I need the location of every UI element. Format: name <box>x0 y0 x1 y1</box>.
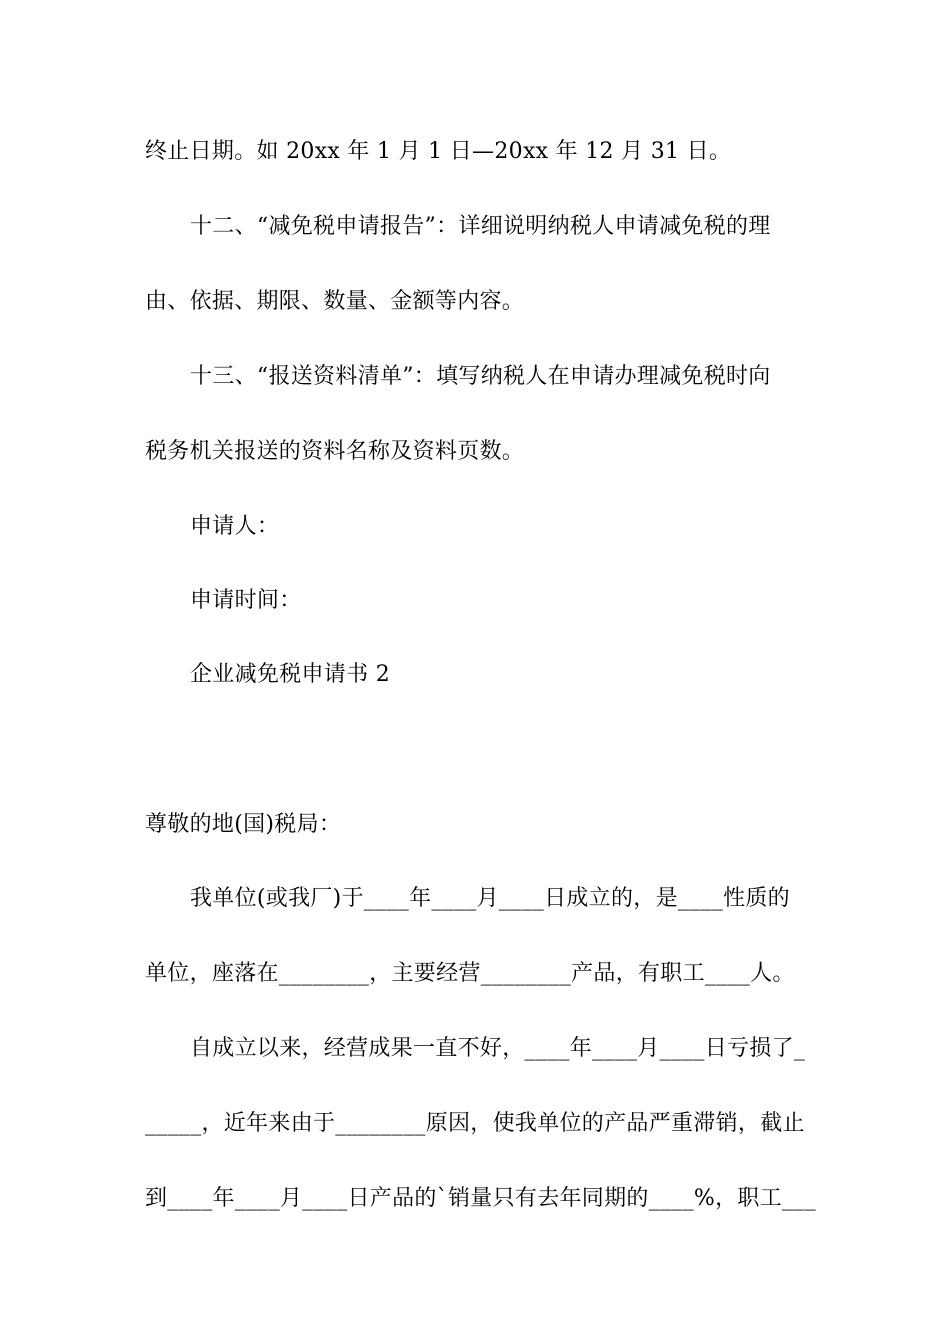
section-title: 企业减免税申请书 2 <box>190 662 390 687</box>
text-line-item-13: 十三、“报送资料清单”：填写纳税人在申请办理减免税时向 <box>190 364 771 389</box>
body-line-2: 单位，座落在________，主要经营________产品，有职工____人。 <box>145 961 795 986</box>
body-line-1: 我单位(或我厂)于____年____月____日成立的，是____性质的 <box>190 886 790 911</box>
salutation: 尊敬的地(国)税局： <box>145 812 342 837</box>
body-line-4: _____，近年来由于________原因，使我单位的产品严重滞销，截止 <box>145 1111 805 1136</box>
text-line-end-date: 终止日期。如 20xx 年 1 月 1 日—20xx 年 12 月 31 日。 <box>145 139 732 164</box>
text-line-item-12-cont: 由、依据、期限、数量、金额等内容。 <box>145 289 525 314</box>
text-line-item-13-cont: 税务机关报送的资料名称及资料页数。 <box>145 439 525 464</box>
text-line-item-12: 十二、“减免税申请报告”：详细说明纳税人申请减免税的理 <box>190 214 771 239</box>
applicant-label: 申请人： <box>190 514 280 539</box>
body-line-3: 自成立以来，经营成果一直不好，____年____月____日亏损了_ <box>190 1036 806 1061</box>
application-time-label: 申请时间： <box>190 588 302 613</box>
body-line-5: 到____年____月____日产品的`销量只有去年同期的____%，职工___ <box>145 1186 816 1211</box>
